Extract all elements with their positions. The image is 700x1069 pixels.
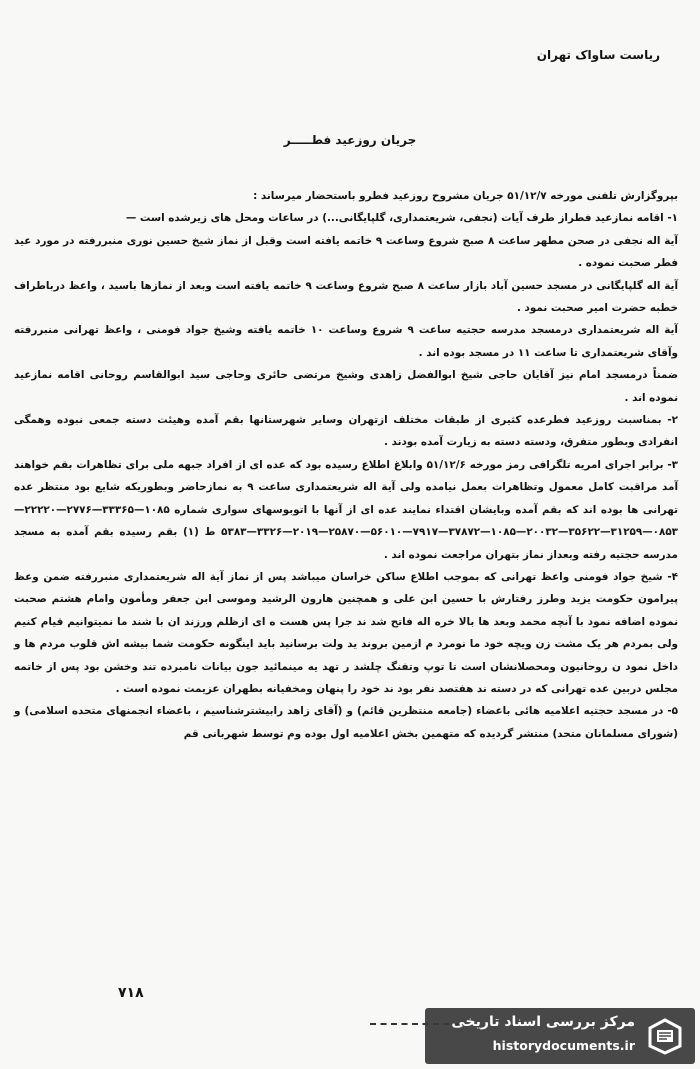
- document-body: [14, 185, 678, 745]
- paragraph-intro: بپروگزارش تلفنی مورخه ۵۱/۱۲/۷ جریان مشروح روزعید فطرو باستحضار میرساند :: [253, 190, 678, 202]
- paragraph-5: ضمناً درمسجد امام نیز آقایان حاجی شیخ ابوالفضل زاهدی وشیخ مرتضی حائری وحاجی سید ابوالقاسم روحانی اقامه نمازعید نموده اند .: [14, 369, 678, 404]
- paragraph-2: آیة اله نجفی در صحن مطهر ساعت ۸ صبح شروع وساعت ۹ خاتمه یافته است وقبل از نماز شیخ حسین نوری منبررفته در مورد عید فطر صحبت نموده .: [14, 234, 678, 270]
- paragraph-8: ۴- شیخ جواد فومنی واعظ تهرانی که بموجب اطلاع ساکن خراسان میباشد پس از نماز آیة اله شریعتمدارى منبررفته ضمن وعظ پیرامون حکومت یزید وطرز رفتارش با حسین ابن علی و همچنین هارون الرشید وموسی ابن جعفر ومأمون وامام هشتم صحبت نموده اضافه نمود با آنچه محمد وبعد ها بالا خره اله فاتح شد ند جرا پس هست ه ای ازظلم ورزند ان با شند ما نمیتوانیم قیام کنیم ولی بمردم هر یک مشت زن ویچه خود ما نومرد م ازمین بروند ید ولت برسانید باید اینگونه حکومت شما بیشه اش قلوب مردم ها و داخل نمود ن روحانیون ومحصلانشان است تا توپ وتفنگ چلشد ر تهد یه مینمائید جون بیانات نامبرده تند وخشن بود پس از خاتمه مجلس دربین عده تهرانی که در دسته ند هفتصد نفر بود ند خود را پنهان ومخفیانه بطهران عزیمت نموده است .: [14, 570, 678, 695]
- paragraph-9: ۵- در مسجد حجتیه اعلامیه هائی باعضاء (جامعه منتظرین قائم) و (آقای زاهد رابیشترشناسیم ، باعضاء انجمنهای متحده اسلامی) و (شورای مسلمانان متحد) منتشر گردیده که متهمین بخش اعلامیه اول بوده وم توسط شهربانی قم: [14, 705, 678, 740]
- watermark-title: مرکز بررسی اسناد تاریخی: [451, 1014, 635, 1030]
- paragraph-1: ۱- اقامه نمازعید فطراز طرف آیات (نجفی، شریعتمدارى، گلپایگانى...) در ساعات ومحل هاى زیرشده است —: [125, 212, 678, 225]
- page-number: ۷۱۸: [118, 985, 144, 1001]
- archive-logo-icon: [645, 1016, 685, 1056]
- watermark: [425, 1008, 695, 1064]
- document-title: جریان روزعید فطـــــر: [283, 133, 417, 147]
- document-header: ریاست ساواک تهران: [536, 48, 660, 62]
- paragraph-3: آیة اله گلپایگانى در مسجد حسین آباد بازار ساعت ۸ صبح شروع وساعت ۹ خاتمه یافته است وبعد از نمازها باسید ، واعظ درباطراف خطبه حضرت امیر صحبت نمود .: [14, 279, 678, 315]
- paragraph-7: ۳- برابر اجرای امریه تلگرافی رمز مورخه ۵۱/۱۲/۶ وابلاغ اطلاع رسیده بود که عده ای از افراد جبهه ملی برای تظاهرات بقم خواهند آمد مراقبت کامل معمول وتظاهرات بعمل نیامده ولی آیة اله شریعتمدارى ساعت ۹ به نمازحاضر وبطوریکه شایع بود منتظر عده تهرانی ها بوده اند که بقم آمده وبایشان اقتداء نمایند عده ای از آنها با اتوبوسهای سواری شماره ۱۰۸۵—۳۳۳۶۵—۲۷۷۶—۲۲۲۲۰—۰۸۵۳—۳۱۲۵۹—۳۵۶۲۲—۲۰۰۳۲—۱۰۸۵—۳۷۸۷۲—۷۹۱۷—۵۶۰۱۰—۲۵۸۷۰—۲۰۱۹—۳۳۲۶—۵۳۸۳ ط (۱) بقم رسیده بقم آمده به مسجد مدرسه حجتیه رفته وبعداز نماز بتهران مراجعت نموده اند .: [14, 458, 679, 561]
- paragraph-4: آیة اله شریعتمدارى درمسجد مدرسه حجتیه ساعت ۹ شروع وساعت ۱۰ خاتمه یافته وشیخ جواد فومنی ، واعظ تهرانی منبررفته وآقای شریعتمدارى تا ساعت ۱۱ در مسجد بوده اند .: [14, 324, 678, 359]
- paragraph-6: ۲- بمناسبت روزعید فطرعده کثیری از طبقات مختلف ازتهران وسایر شهرستانها بقم آمده وهیئت دسته جمعی نبوده وهمگی انفرادی وبطور متفرق، ودسته دسته به زیارت آمده بودند .: [14, 414, 678, 449]
- watermark-url: historydocuments.ir: [492, 1038, 635, 1053]
